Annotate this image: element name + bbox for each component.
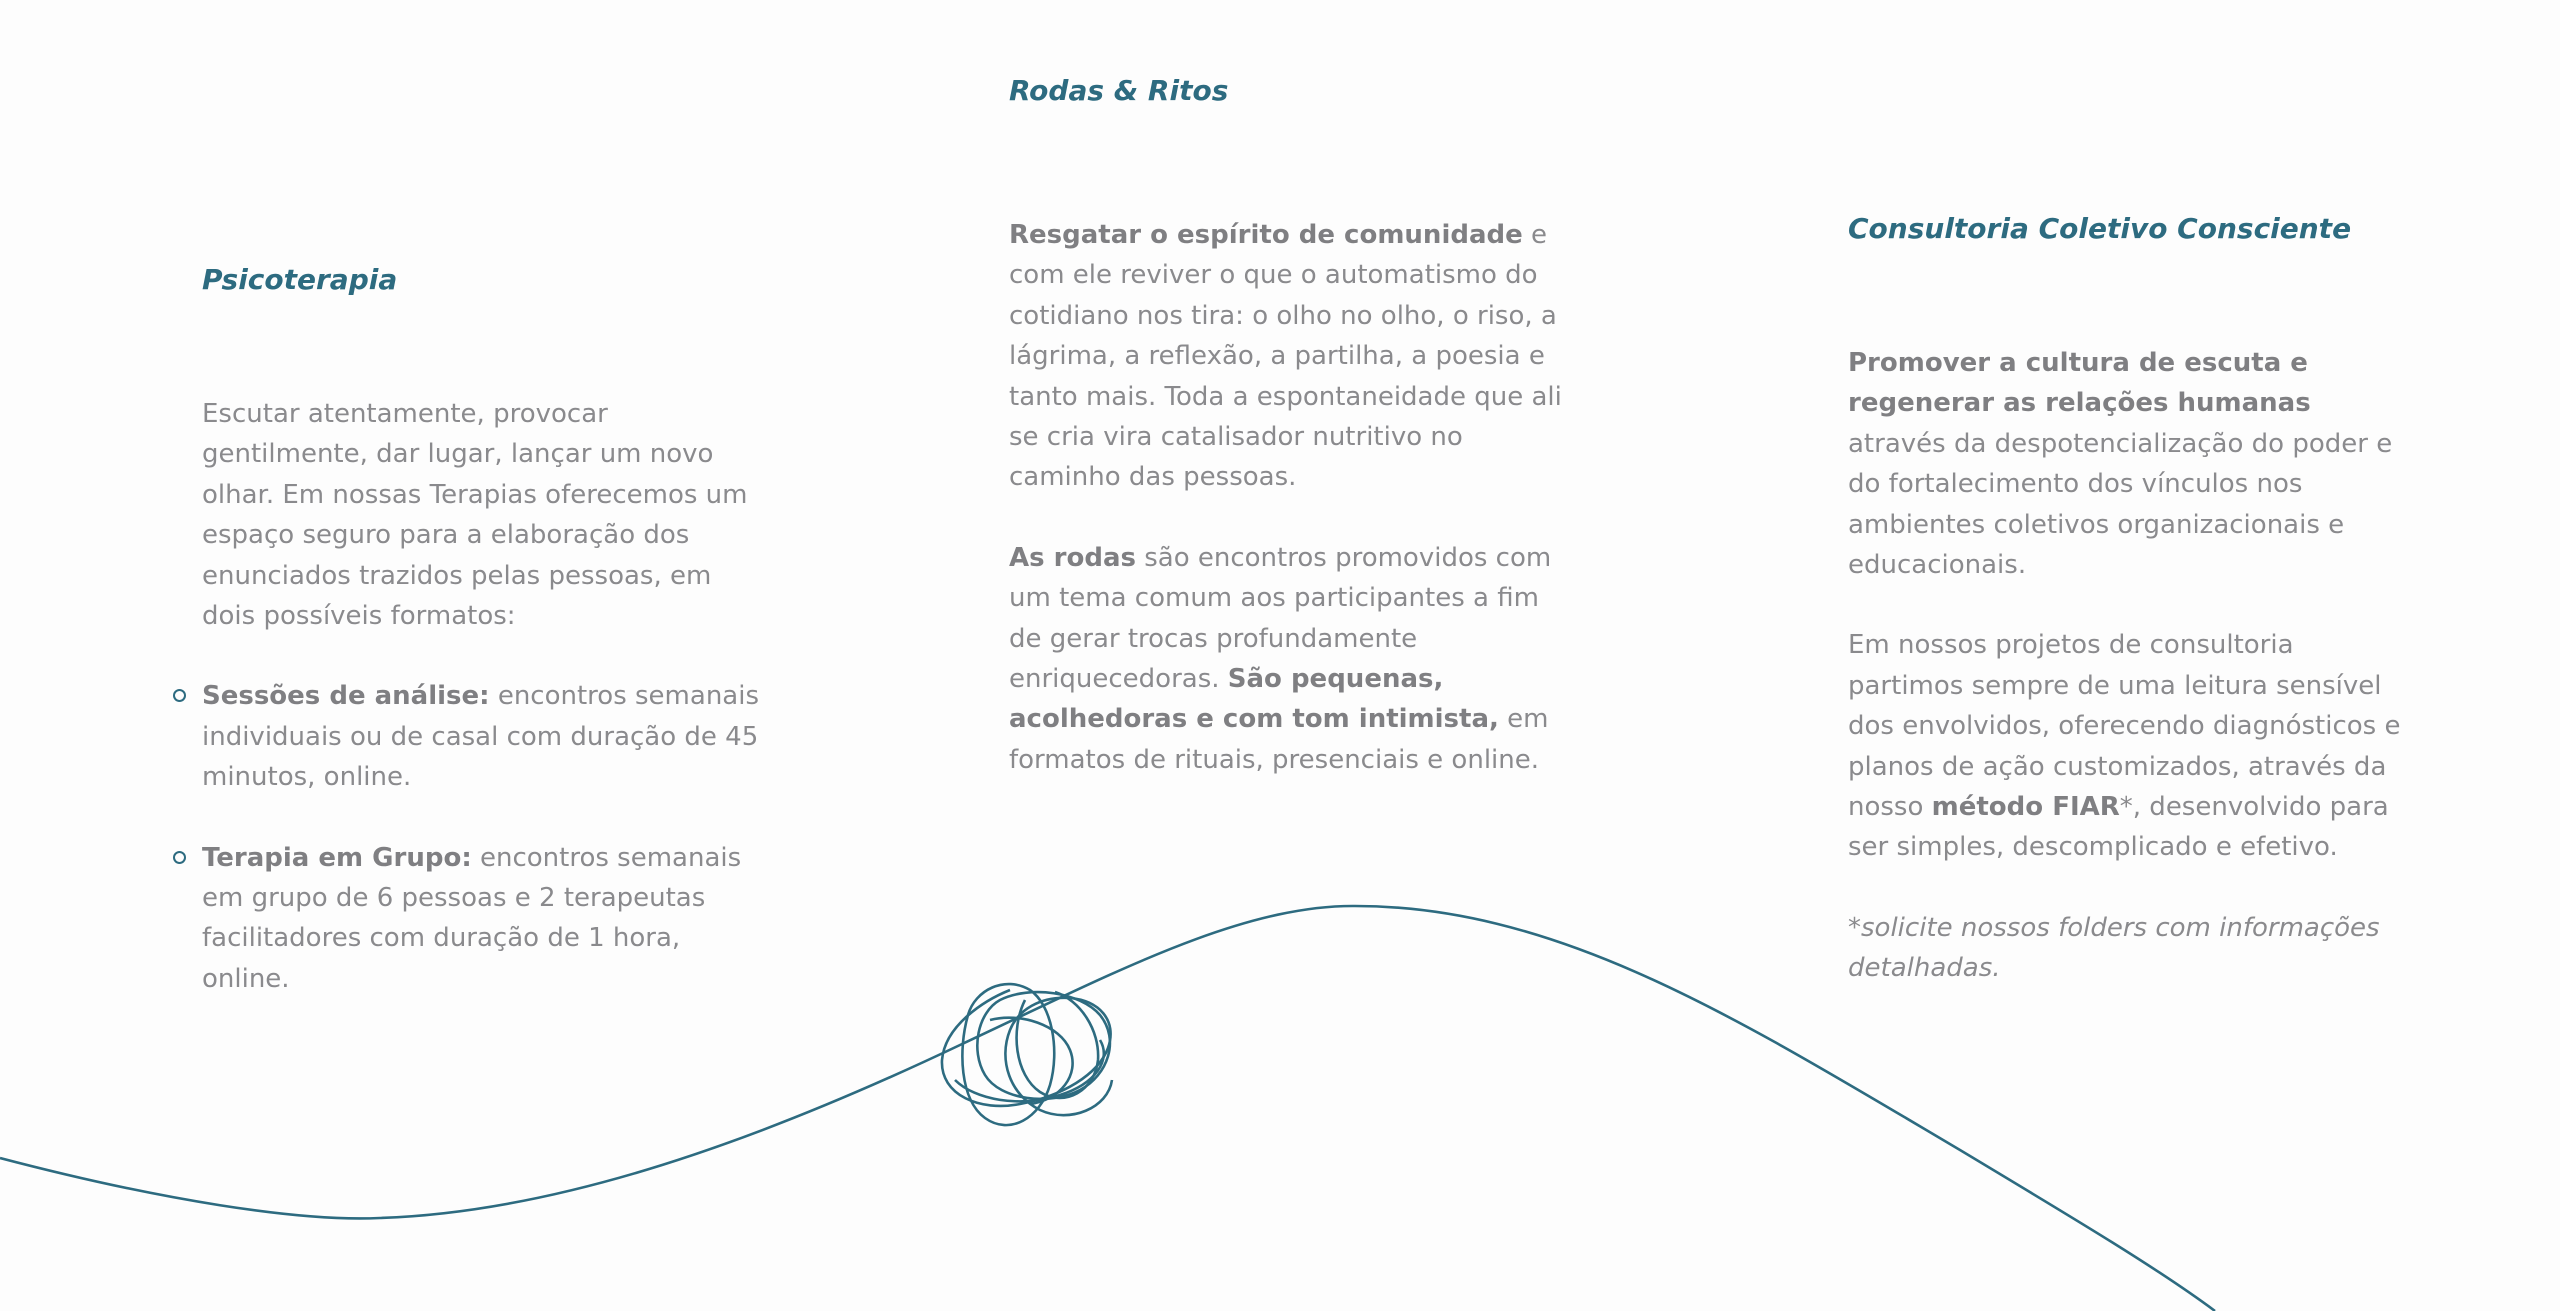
rodas-ritos-section: [1009, 71, 1569, 780]
list-item: [202, 838, 762, 1000]
scribble-knot: [942, 984, 1112, 1125]
consultoria-p2-emphasis: método FIAR: [1931, 792, 2120, 823]
psicoterapia-formats-list: [202, 676, 762, 999]
list-item-text: encontros semanais em grupo de 6 pessoas e 2 terapeutas facilitadores com duração de 1 hora, online.: [202, 842, 742, 994]
consultoria-p1-emphasis: Promover a cultura de escuta e regenerar as relações humanas: [1848, 348, 2311, 419]
consultoria-section: [1848, 209, 2408, 989]
consultoria-paragraph-2: [1848, 625, 2408, 867]
list-item-label: Terapia em Grupo:: [202, 842, 472, 873]
rodas-p1-text: e com ele reviver o que o automatismo do cotidiano nos tira: o olho no olho, o riso, a lágrima, a reflexão, a partilha, a poesia e tanto mais. Toda a espontaneidade que ali se cria vira catalisador nutritivo no caminho das pessoas.: [1009, 220, 1562, 493]
consultoria-title: Consultoria Coletivo Consciente: [1848, 212, 2352, 245]
list-item: [202, 676, 762, 797]
consultoria-p2-text: Em nossos projetos de consultoria partimos sempre de uma leitura sensível dos envolvidos, oferecendo diagnósticos e planos de ação customizados, através da nosso: [1848, 630, 2401, 823]
psicoterapia-title: Psicoterapia: [202, 263, 398, 296]
rodas-p1-emphasis: Resgatar o espírito de comunidade: [1009, 220, 1523, 250]
rodas-p2-emphasis: As rodas: [1009, 542, 1136, 573]
rodas-p2-emphasis-2: São pequenas, acolhedoras e com tom intimista,: [1009, 664, 1499, 735]
list-item-text: encontros semanais individuais ou de casal com duração de 45 minutos, online.: [202, 681, 759, 793]
psicoterapia-intro: Escutar atentamente, provocar gentilmente, dar lugar, lançar um novo olhar. Em nossas Terapias oferecemos um espaço seguro para a elaboração dos enunciados trazidos pelas pessoas, em dois possíveis formatos:: [202, 399, 748, 632]
consultoria-p1-text: através da despotencialização do poder e do fortalecimento dos vínculos nos ambientes coletivos organizacionais e educacionais.: [1848, 428, 2393, 581]
circle-bullet-icon: [173, 851, 186, 864]
rodas-p2-text: são encontros promovidos com um tema comum aos participantes a fim de gerar trocas profundamente enriquecedoras.: [1009, 542, 1552, 695]
rodas-ritos-title: Rodas & Ritos: [1009, 74, 1229, 107]
psicoterapia-section: [202, 260, 762, 999]
list-item-label: Sessões de análise:: [202, 681, 490, 712]
consultoria-paragraph-1: [1848, 343, 2408, 585]
rodas-p2-text-2: em formatos de rituais, presenciais e online.: [1009, 704, 1549, 775]
consultoria-p2-text-2: *, desenvolvido para ser simples, descomplicado e efetivo.: [1848, 792, 2389, 863]
consultoria-footnote: *solicite nossos folders com informações detalhadas.: [1848, 912, 2380, 984]
rodas-paragraph-2: [1009, 538, 1569, 780]
rodas-paragraph-1: [1009, 215, 1569, 498]
